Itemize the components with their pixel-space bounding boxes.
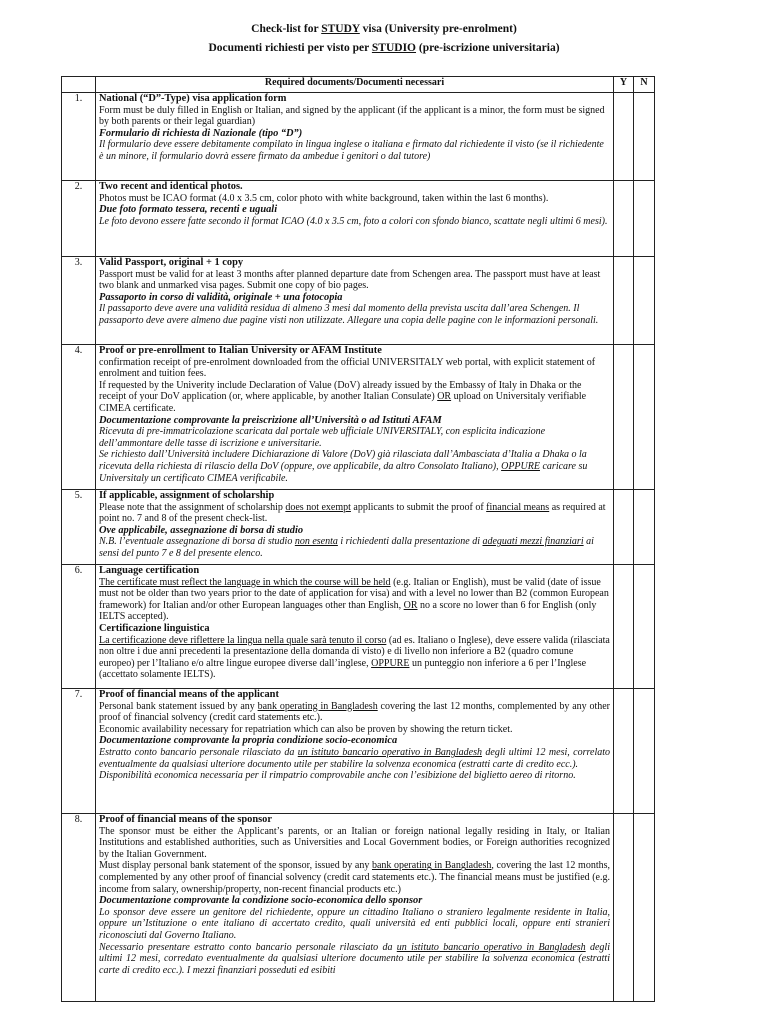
doc-title-en: Language certification — [99, 565, 200, 576]
doc-text-it: Lo sponsor deve essere un genitore del richiedente, oppure un cittadino Italiano o straniero legalmente residente in Italia, oppure un’Istituzione o ente italiano di accertato credito, quali università ed enti pubblici locali, oppure enti stranieri riconosciuti dal Governo Italiano. — [99, 906, 610, 941]
no-checkbox-cell[interactable] — [634, 181, 655, 257]
doc-text-it: Le foto devono essere fatte secondo il format ICAO (4.0 x 3.5 cm, foto a colori con sfondo bianco, scattate negli ultimi 6 mesi). — [99, 215, 608, 227]
title-italian: Documenti richiesti per visto per STUDIO (pre-iscrizione universitaria) — [208, 42, 560, 54]
doc-text-en: Form must be duly filled in English or Italian, and signed by the applicant (if the applicant is a minor, the form must be signed by both parents or their legal guardian) — [99, 104, 605, 128]
table-row — [62, 490, 655, 565]
doc-title-it: Due foto formato tessera, recenti e uguali — [99, 204, 278, 216]
document-cell — [96, 257, 614, 345]
doc-title-it: Passaporto in corso di validità, originale + una fotocopia — [99, 291, 343, 303]
document-cell — [96, 181, 614, 257]
doc-text-it-dov: Se richiesto dall’Università includere Dichiarazione di Valore (DoV) già rilasciata dall’Ambasciata d’Italia a Dhaka o la ricevuta della richiesta di rilascio della DoV (oppure, ove applicabile, da altro Consolato Italiano), OPPURE caricare su Universitaly un certificato CIMEA verificabile. — [99, 449, 588, 484]
doc-text-en-repatriation: Economic availability necessary for repatriation which can also be proven by showing the return ticket. — [99, 723, 513, 735]
document-cell — [96, 93, 614, 181]
doc-title-it: Documentazione comprovante la propria condizione socio-economica — [99, 735, 398, 747]
doc-text-it: Il passaporto deve avere una validità residua di almeno 3 mesi dal momento della prevista uscita dall’area Schengen. Il passaporto deve avere almeno due pagine visti non utilizzate. Allegare una copia delle pagine con le informazioni personali. — [99, 303, 599, 326]
no-checkbox-cell[interactable] — [634, 257, 655, 345]
table-row — [62, 93, 655, 181]
doc-title-it: Certificazione linguistica — [99, 622, 210, 634]
doc-title-en: National (“D”-Type) visa application form — [99, 93, 287, 104]
doc-title-en: Proof of financial means of the applicant — [99, 689, 279, 700]
doc-text-it: Il formulario deve essere debitamente compilato in lingua inglese o italiana e firmato dal richiedente il visto (se il richiedente è un minore, il formulario dovrà essere firmato da ambedue i genitori o dal tutore) — [99, 139, 604, 162]
doc-text-it-bank: Necessario presentare estratto conto bancario personale rilasciato da un istituto bancario operativo in Bangladesh degli ultimi 12 mesi, corredato eventualmente da qualsiasi ulteriore documento utile per stabilire la solvenza economica (estratti carte di credito ecc.). I mezzi finanziari posseduti ed esibiti — [99, 941, 610, 976]
doc-text-en: confirmation receipt of pre-enrolment downloaded from the official UNIVERSITALY web portal, with explicit statement of enrolment and tuition fees. — [99, 356, 596, 380]
doc-title-it: Formulario di richiesta di Nazionale (tipo “D”) — [99, 127, 303, 139]
table-header-row — [62, 77, 655, 93]
no-checkbox-cell[interactable] — [634, 814, 655, 1002]
document-cell — [96, 814, 614, 1002]
yes-checkbox-cell[interactable] — [614, 181, 634, 257]
doc-text-en: The sponsor must be either the Applicant’s parents, or an Italian or foreign national legally residing in Italy, or Italian Institutions and established authorities, such as Universities and Local Government bodies, or Foreign authorities recognized by the Italian Government. — [99, 825, 610, 860]
yes-checkbox-cell[interactable] — [614, 814, 634, 1002]
doc-text-it: Ricevuta di pre-immatricolazione scaricata dal portale web ufficiale UNIVERSITALY, con esplicita indicazione dell’ammontare delle tasse di iscrizione e universitarie. — [99, 426, 546, 449]
header-blank-cell — [62, 77, 96, 93]
yes-checkbox-cell[interactable] — [614, 257, 634, 345]
no-checkbox-cell[interactable] — [634, 93, 655, 181]
row-number: 3. — [62, 257, 96, 345]
doc-text-it: La certificazione deve riflettere la lingua nella quale sarà tenuto il corso (ad es. Italiano o Inglese), deve essere valida (rilasciata non oltre i due anni precedenti la presentazione della domanda di visto) e di livello non inferiore a B2 (quadro comune europeo) per l’Italiano e/o altre lingue europee diverse dall’inglese, OPPURE un punteggio non inferiore a 6 per l’Inglese (accettato solamente IELTS). — [99, 634, 610, 681]
header-yes: Y — [614, 77, 634, 93]
doc-title-en: Two recent and identical photos. — [99, 181, 243, 192]
document-cell — [96, 565, 614, 689]
table-row — [62, 689, 655, 814]
no-checkbox-cell[interactable] — [634, 565, 655, 689]
doc-text-en: Photos must be ICAO format (4.0 x 3.5 cm, color photo with white background, taken within the last 6 months). — [99, 192, 549, 204]
row-number: 7. — [62, 689, 96, 814]
row-number: 4. — [62, 345, 96, 490]
yes-checkbox-cell[interactable] — [614, 93, 634, 181]
doc-title-en: Valid Passport, original + 1 copy — [99, 257, 244, 268]
doc-text-en-dov: If requested by the Univerity include Declaration of Value (DoV) already issued by the Embassy of Italy in Dhaka or the receipt of your DoV application (or, where applicable, by another Italian Consulate) OR upload on Universitaly verifiable CIMEA certificate. — [99, 379, 587, 414]
yes-checkbox-cell[interactable] — [614, 345, 634, 490]
no-checkbox-cell[interactable] — [634, 490, 655, 565]
doc-text-en: Passport must be valid for at least 3 months after planned departure date from Schengen area. The passport must have at least two blank and unmarked visa pages. Submit one copy of bio pages. — [99, 268, 601, 292]
document-cell — [96, 689, 614, 814]
doc-text-en-bank: Must display personal bank statement of the sponsor, issued by any bank operating in Bangladesh, covering the last 12 months, complemented by any other proof of financial solvency (credit card statements etc.). The financial means must be justified (e.g. income from salary, ownership/property, non-recent financial products etc.) — [99, 860, 610, 895]
doc-title-en: If applicable, assignment of scholarship — [99, 490, 275, 501]
doc-text-it: Estratto conto bancario personale rilasciato da un istituto bancario operativo in Bangladesh degli ultimi 12 mesi, correlato eventualmente da qualsiasi ulteriore documento utile per stabilire la solvenza economica (estratti carte di credito ecc.). — [99, 746, 611, 770]
header-no: N — [634, 77, 655, 93]
row-number: 6. — [62, 565, 96, 689]
yes-checkbox-cell[interactable] — [614, 565, 634, 689]
doc-title-it: Documentazione comprovante la preiscrizione all’Università o ad Istituti AFAM — [99, 414, 442, 426]
table-row — [62, 345, 655, 490]
table-row — [62, 814, 655, 1002]
checklist-table — [61, 76, 655, 1002]
row-number: 8. — [62, 814, 96, 1002]
row-number: 5. — [62, 490, 96, 565]
row-number: 1. — [62, 93, 96, 181]
doc-text-en: The certificate must reflect the language in which the course will be held (e.g. Italian or English), must be valid (date of issue must not be older than two years prior to the date of application for visa) and with a level no lower than B2 (common European framework) for Italian and/or other European languages other than English, OR no a score no lower than 6 for English (only IELTS accepted). — [99, 576, 609, 623]
row-number: 2. — [62, 181, 96, 257]
document-cell — [96, 345, 614, 490]
document-cell — [96, 490, 614, 565]
doc-text-en: Personal bank statement issued by any bank operating in Bangladesh covering the last 12 months, complemented by any other proof of financial solvency (credit card statements etc.). — [99, 700, 611, 724]
yes-checkbox-cell[interactable] — [614, 689, 634, 814]
doc-title-it: Ove applicabile, assegnazione di borsa di studio — [99, 524, 304, 536]
yes-checkbox-cell[interactable] — [614, 490, 634, 565]
header-documents: Required documents/Documenti necessari — [96, 77, 614, 93]
doc-text-it-repatriation: Disponibilità economica necessaria per il rimpatrio comprovabile anche con l’esibizione del biglietto aereo di ritorno. — [99, 770, 576, 782]
table-row — [62, 257, 655, 345]
doc-text-en: Please note that the assignment of scholarship does not exempt applicants to submit the proof of financial means as required at point no. 7 and 8 of the present check-list. — [99, 501, 606, 525]
doc-title-en: Proof or pre-enrollment to Italian University or AFAM Institute — [99, 345, 382, 356]
no-checkbox-cell[interactable] — [634, 689, 655, 814]
table-row — [62, 181, 655, 257]
doc-title-it: Documentazione comprovante la condizione socio-economica dello sponsor — [99, 895, 423, 907]
table-row — [62, 565, 655, 689]
doc-text-it: N.B. l’eventuale assegnazione di borsa di studio non esenta i richiedenti dalla presentazione di adeguati mezzi finanziari ai sensi del punto 7 e 8 del presente elenco. — [99, 536, 594, 559]
title-english: Check-list for STUDY visa (University pre-enrolment) — [251, 23, 517, 35]
doc-title-en: Proof of financial means of the sponsor — [99, 814, 272, 825]
no-checkbox-cell[interactable] — [634, 345, 655, 490]
page-header — [0, 20, 768, 58]
